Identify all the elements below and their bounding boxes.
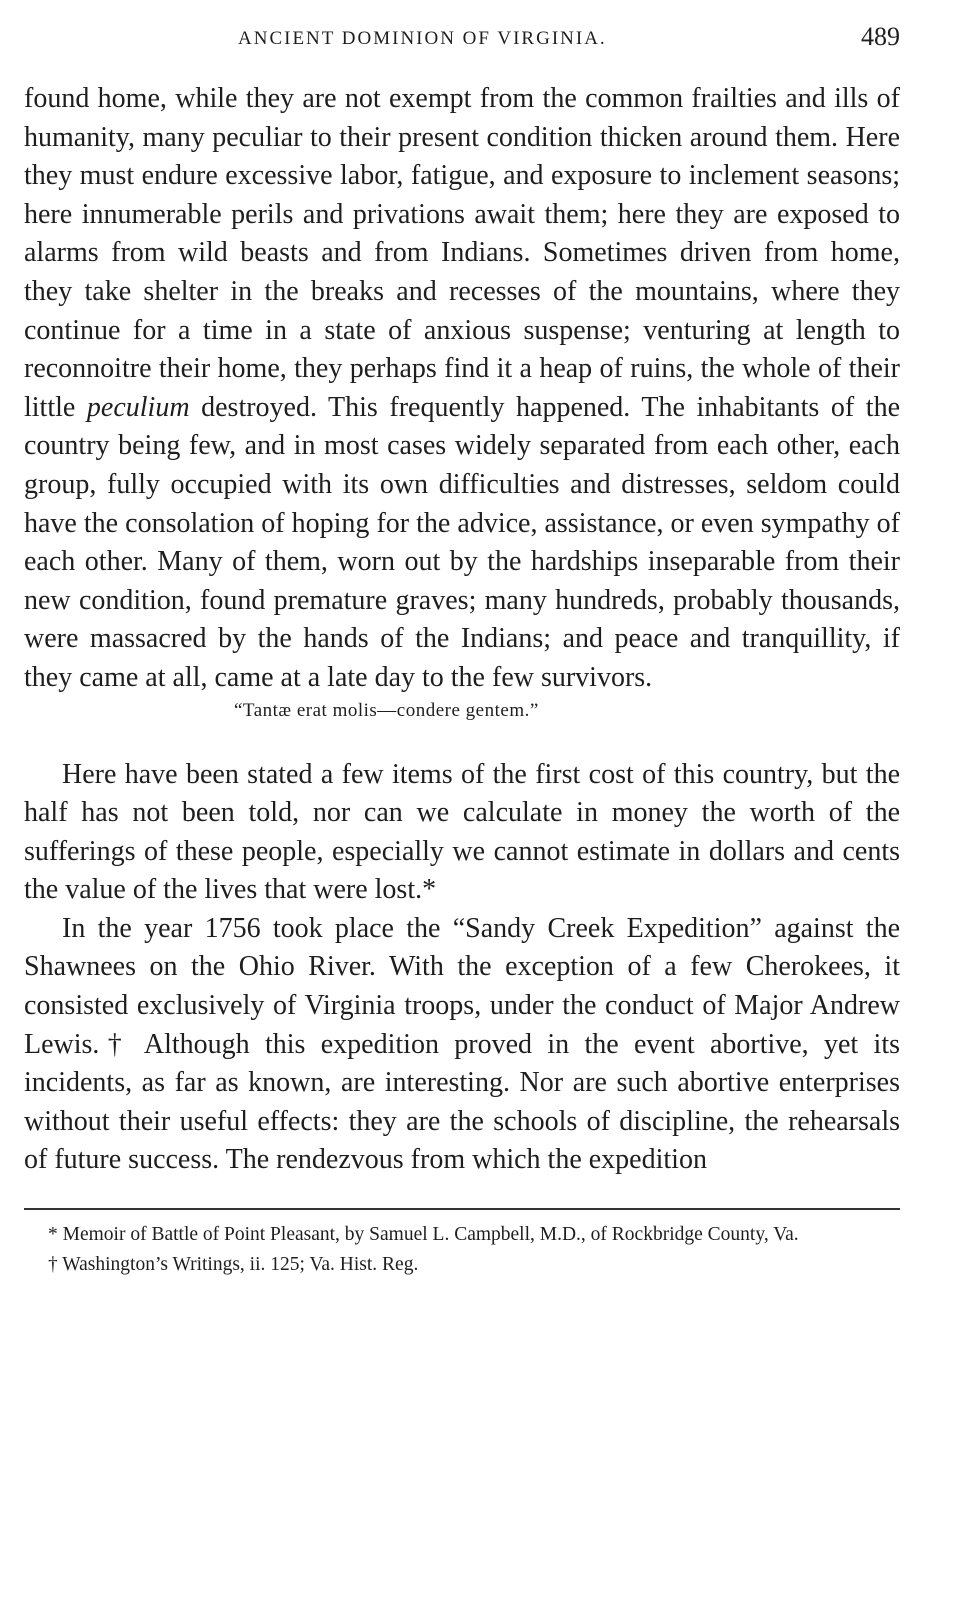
paragraph-1-start: found home, while they are not exempt from the common frailties and ills of humanity, many peculiar to their present condition thicken around them. Here they must endure excessive labor, fatigue, and exposure to inclement seasons; here innumerable perils and privations await them; here they are exposed to alarms from wild beasts and from Indians. Sometimes driven from home, they take shelter in the breaks and recesses of the mountains, where they continue for a time in a state of anxious suspense; venturing at length to reconnoitre their home, they perhaps find it a heap of ruins, the whole of their little: [24, 83, 900, 423]
footnote-rule: [24, 1208, 900, 1210]
page-number: 489: [861, 22, 900, 51]
paragraph-2: Here have been stated a few items of the first cost of this country, but the half has not been told, nor can we calculate in money the worth of the sufferings of these people, especially we cannot estimate in dollars and cents the value of the lives that were lost.*: [24, 758, 900, 906]
latin-quote: “Tantæ erat molis—condere gentem.”: [234, 699, 539, 721]
running-header: [24, 18, 900, 58]
paragraph-1-italic: peculium: [86, 391, 190, 423]
paragraph-1-end: destroyed. This frequently happened. The inhabitants of the country being few, and in most cases widely separated from each other, each group, fully occupied with its own difficulties and distresses, seldom could have the consolation of hoping for the advice, assistance, or even sympathy of each other. Many of them, worn out by the hardships inseparable from their new condition, found premature graves; many hundreds, probably thousands, were massacred by the hands of the Indians; and peace and tranquillity, if they came at all, came at a late day to the few survivors.: [24, 391, 901, 693]
running-title: ANCIENT DOMINION OF VIRGINIA.: [238, 28, 607, 49]
footnote-1: * Memoir of Battle of Point Pleasant, by Samuel L. Campbell, M.D., of Rockbridge County, Va.: [48, 1224, 799, 1246]
paragraph-1: [24, 80, 900, 698]
paragraph-3: In the year 1756 took place the “Sandy Creek Expedition” against the Shawnees on the Ohio River. With the exception of a few Cherokees, it consisted exclusively of Virginia troops, under the conduct of Major Andrew Lewis.† Although this expedition proved in the event abortive, yet its incidents, as far as known, are interesting. Nor are such abortive enterprises without their useful effects: they are the schools of discipline, the rehearsals of future success. The rendezvous from which the expedition: [24, 912, 900, 1176]
footnotes: [24, 1220, 900, 1280]
book-page: [24, 18, 900, 1280]
footnote-2: † Washington’s Writings, ii. 125; Va. Hist. Reg.: [48, 1254, 419, 1276]
